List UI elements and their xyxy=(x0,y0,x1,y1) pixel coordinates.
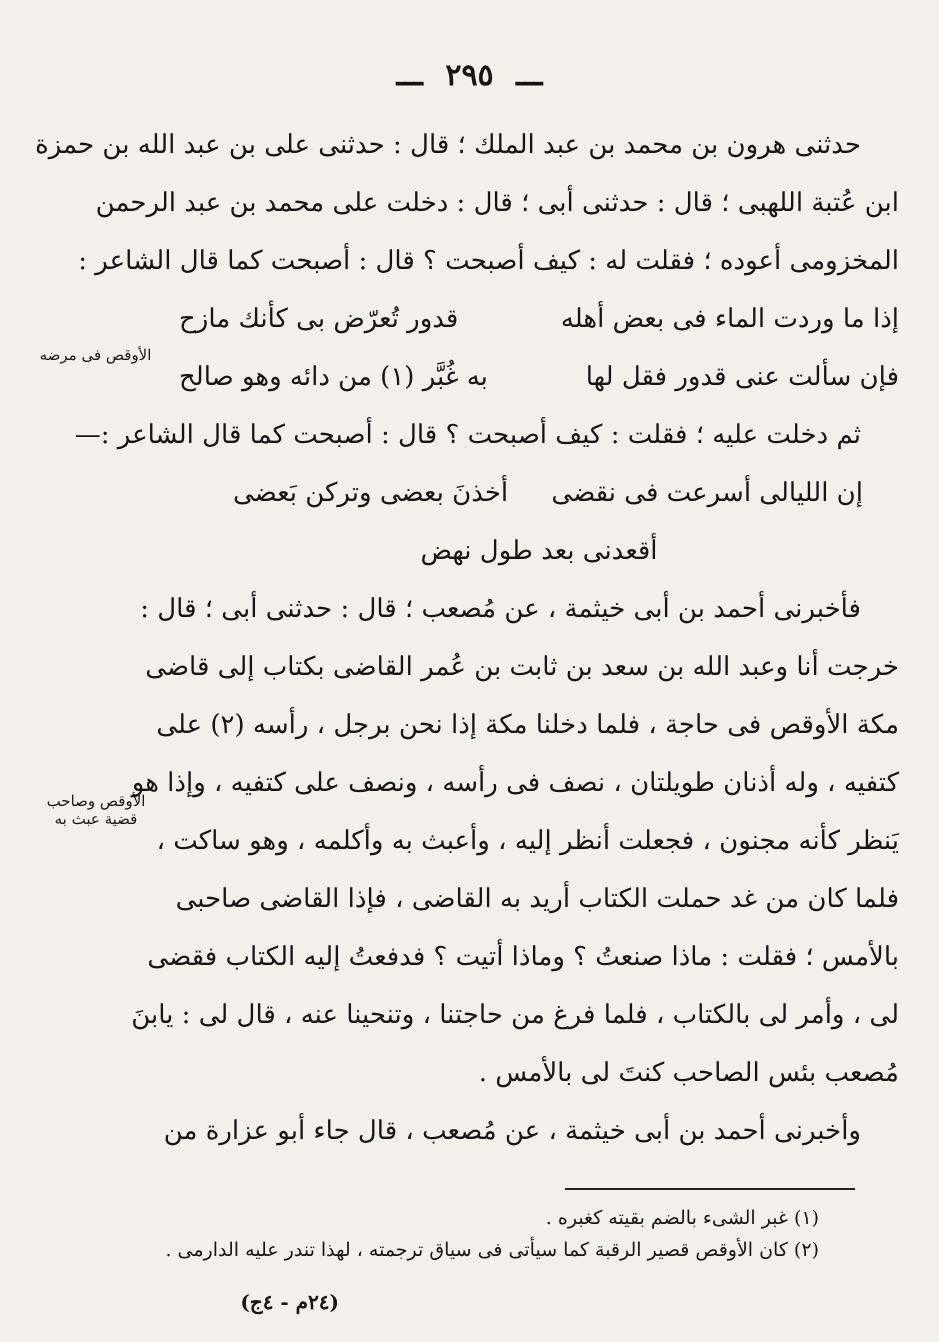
verse-line xyxy=(179,464,899,522)
verse-closing-line: أقعدنى بعد طول نهض xyxy=(420,536,658,566)
verse-first-hemistich: إذا ما وردت الماء فى بعض أهله xyxy=(560,304,899,334)
page-header xyxy=(0,58,939,93)
margin-note: الأوقص وصاحب قضية عبث به xyxy=(46,792,146,828)
text-line: وأخبرنى أحمد بن أبى خيثمة ، عن مُصعب ، قال جاء أبو عزارة من xyxy=(163,1116,861,1146)
text-line: ابن عُتبة اللهبى ؛ قال : حدثنى أبى ؛ قال : دخلت على محمد بن عبد الرحمن xyxy=(95,188,899,218)
verse-line xyxy=(179,348,899,406)
text-line: المخزومى أعوده ؛ فقلت له : كيف أصبحت ؟ قال : أصبحت كما قال الشاعر : xyxy=(78,246,899,276)
text-line: فلما كان من غد حملت الكتاب أريد به القاضى ، فإذا القاضى صاحبى xyxy=(175,884,899,914)
footnote-divider xyxy=(565,1188,855,1190)
footnote: (٢) كان الأوقص قصير الرقبة كما سيأتى فى سياق ترجمته ، لهذا تندر عليه الدارمى . xyxy=(165,1239,819,1261)
text-line: بالأمس ؛ فقلت : ماذا صنعتُ ؟ وماذا أتيت ؟ فدفعتُ إليه الكتاب فقضى xyxy=(147,942,899,972)
text-line: خرجت أنا وعبد الله بن سعد بن ثابت بن عُمر القاضى بكتاب إلى قاضى xyxy=(145,652,899,682)
verse-second-hemistich: به غُبَّر (١) من دائه وهو صالح xyxy=(179,362,488,392)
footnotes xyxy=(165,1202,819,1266)
text-line: فأخبرنى أحمد بن أبى خيثمة ، عن مُصعب ؛ قال : حدثنى أبى ؛ قال : xyxy=(140,594,861,624)
text-line: حدثنى هرون بن محمد بن عبد الملك ؛ قال : حدثنى على بن عبد الله بن حمزة xyxy=(35,130,861,160)
text-line: مُصعب بئس الصاحب كنتَ لى بالأمس . xyxy=(478,1058,899,1088)
printer-signature: (٢٤م - ٤ج) xyxy=(240,1290,339,1314)
footnote: (١) غبر الشىء بالضم بقيته كغبره . xyxy=(545,1207,819,1229)
text-line: ثم دخلت عليه ؛ فقلت : كيف أصبحت ؟ قال : أصبحت كما قال الشاعر :— xyxy=(74,420,861,450)
header-dash-right: ـــ xyxy=(396,58,423,93)
margin-note: الأوقص فى مرضه xyxy=(39,346,152,364)
text-line: كتفيه ، وله أذنان طويلتان ، نصف فى رأسه ، ونصف على كتفيه ، وإذا هو xyxy=(131,768,899,798)
text-line: لى ، وأمر لى بالكتاب ، فلما فرغ من حاجتنا ، وتنحينا عنه ، قال لى : يابنَ xyxy=(131,1000,899,1030)
verse-first-hemistich: إن الليالى أسرعت فى نقضى xyxy=(551,478,863,508)
page-number: ٢٩٥ xyxy=(445,58,494,93)
verse-second-hemistich: أخذنَ بعضى وتركن بَعضى xyxy=(233,478,509,508)
verse-second-hemistich: قدور تُعرّض بى كأنك مازح xyxy=(179,304,459,334)
text-line: يَنظر كأنه مجنون ، فجعلت أنظر إليه ، وأعبث به وأكلمه ، وهو ساكت ، xyxy=(156,826,899,856)
header-dash-left: ـــ xyxy=(516,58,543,93)
verse-line xyxy=(179,290,899,348)
text-line: مكة الأوقص فى حاجة ، فلما دخلنا مكة إذا نحن برجل ، رأسه (٢) على xyxy=(156,710,899,740)
verse-first-hemistich: فإن سألت عنى قدور فقل لها xyxy=(585,362,899,392)
